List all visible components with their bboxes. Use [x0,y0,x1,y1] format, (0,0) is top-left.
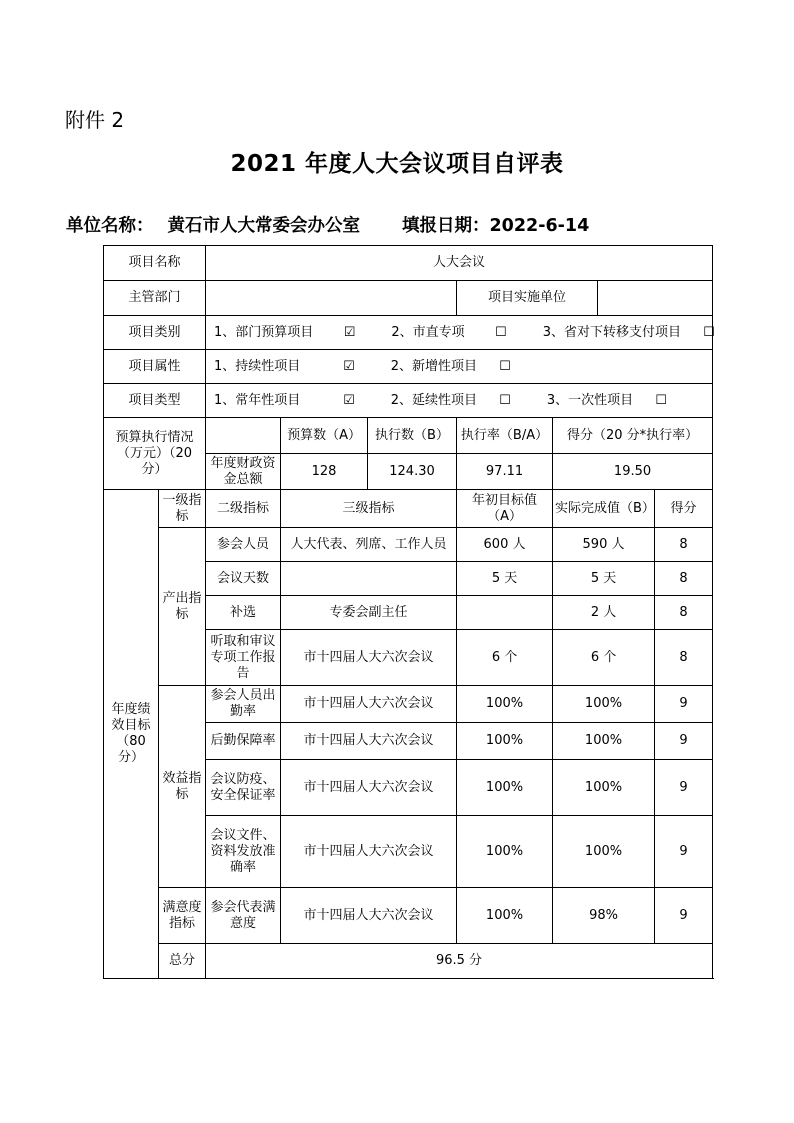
actual-cell: 590 人 [553,528,655,562]
score-cell: 8 [655,562,713,596]
dept-value [206,281,457,316]
unit-label: 单位名称： [66,216,154,236]
checkbox-empty-icon: ☐ [655,392,667,408]
output-indicator-group: 产出指标 [159,528,206,686]
level3-cell: 市十四届人大六次会议 [281,630,457,686]
budget-score-value: 19.50 [553,454,713,490]
score-cell: 8 [655,528,713,562]
level1-header: 一级指标 [159,490,206,528]
page-title: 2021 年度人大会议项目自评表 [230,151,564,177]
attribute-opt1: 1、持续性项目 ☑ [214,358,355,374]
level2-cell: 参会人员出勤率 [206,686,281,723]
level3-cell: 市十四届人大六次会议 [281,888,457,944]
actual-header: 实际完成值（B） [553,490,655,528]
level3-cell: 人大代表、列席、工作人员 [281,528,457,562]
category-label: 项目类别 [104,316,206,350]
budget-header-blank [206,418,281,454]
project-name-label: 项目名称 [104,246,206,281]
score-cell: 9 [655,686,713,723]
category-row [104,316,713,350]
budget-score-header: 得分（20 分*执行率） [553,418,713,454]
target-cell: 6 个 [457,630,553,686]
project-name-value: 人大会议 [206,246,713,281]
performance-header-row [104,490,713,528]
table-row [104,686,713,723]
checkbox-empty-icon: ☐ [499,392,511,408]
table-row [104,528,713,562]
level3-cell: 市十四届人大六次会议 [281,723,457,760]
actual-cell: 100% [553,760,655,816]
actual-cell: 6 个 [553,630,655,686]
date-value: 2022-6-14 [489,216,590,236]
score-cell: 9 [655,888,713,944]
level2-cell: 会议防疫、安全保证率 [206,760,281,816]
date-label: 填报日期： [402,216,490,236]
target-cell: 100% [457,888,553,944]
category-opt3: 3、省对下转移支付项目 ☐ [542,324,715,340]
level2-cell: 参会人员 [206,528,281,562]
fiscal-total-label: 年度财政资金总额 [206,454,281,490]
self-evaluation-table [103,245,713,979]
level2-header: 二级指标 [206,490,281,528]
level2-cell: 会议文件、资料发放准确率 [206,816,281,888]
level3-cell: 市十四届人大六次会议 [281,760,457,816]
dept-label: 主管部门 [104,281,206,316]
exec-header: 执行数（B） [368,418,457,454]
total-value: 96.5 分 [206,944,713,979]
budget-header-row [104,418,713,454]
actual-cell: 5 天 [553,562,655,596]
target-cell: 100% [457,760,553,816]
category-opt2: 2、市直专项 ☐ [391,324,507,340]
target-cell [457,596,553,630]
score-cell: 9 [655,816,713,888]
attribute-options [206,350,713,384]
satisfaction-indicator-group: 满意度指标 [159,888,206,944]
type-label: 项目类型 [104,384,206,418]
attribute-row [104,350,713,384]
type-opt3: 3、一次性项目 ☐ [546,392,667,408]
target-cell: 100% [457,723,553,760]
attachment-label: 附件 2 [65,108,125,132]
score-cell: 8 [655,630,713,686]
actual-cell: 2 人 [553,596,655,630]
target-cell: 5 天 [457,562,553,596]
score-cell: 9 [655,723,713,760]
type-opt2: 2、延续性项目 ☐ [390,392,511,408]
level3-cell [281,562,457,596]
type-options [206,384,713,418]
impl-unit-value [598,281,713,316]
level2-cell: 听取和审议专项工作报告 [206,630,281,686]
level2-cell: 后勤保障率 [206,723,281,760]
project-name-row [104,246,713,281]
category-opt1: 1、部门预算项目 ☑ [214,324,356,340]
checkbox-empty-icon: ☐ [495,324,507,340]
performance-label: 年度绩效目标（80 分） [104,490,159,979]
target-cell: 100% [457,816,553,888]
benefit-indicator-group: 效益指标 [159,686,206,888]
target-cell: 100% [457,686,553,723]
checkbox-checked-icon: ☑ [343,358,355,374]
impl-unit-label: 项目实施单位 [457,281,598,316]
checkbox-empty-icon: ☐ [499,358,511,374]
attribute-label: 项目属性 [104,350,206,384]
rate-header: 执行率（B/A） [457,418,553,454]
actual-cell: 100% [553,686,655,723]
dept-row [104,281,713,316]
level3-cell: 专委会副主任 [281,596,457,630]
level2-cell: 补选 [206,596,281,630]
unit-value: 黄石市人大常委会办公室 [167,216,360,236]
level3-cell: 市十四届人大六次会议 [281,816,457,888]
score-cell: 8 [655,596,713,630]
level2-cell: 参会代表满意度 [206,888,281,944]
report-meta [66,212,589,237]
checkbox-empty-icon: ☐ [703,324,715,340]
level3-header: 三级指标 [281,490,457,528]
total-row [104,944,713,979]
level3-cell: 市十四届人大六次会议 [281,686,457,723]
budget-value: 128 [281,454,368,490]
checkbox-checked-icon: ☑ [343,392,355,408]
target-cell: 600 人 [457,528,553,562]
type-opt1: 1、常年性项目 ☑ [214,392,355,408]
attribute-opt2: 2、新增性项目 ☐ [390,358,511,374]
actual-cell: 98% [553,888,655,944]
target-header: 年初目标值（A） [457,490,553,528]
score-cell: 9 [655,760,713,816]
total-label: 总分 [159,944,206,979]
table-row [104,888,713,944]
type-row [104,384,713,418]
budget-label: 预算执行情况（万元）（20 分） [104,418,206,490]
exec-value: 124.30 [368,454,457,490]
budget-header: 预算数（A） [281,418,368,454]
actual-cell: 100% [553,723,655,760]
level2-cell: 会议天数 [206,562,281,596]
actual-cell: 100% [553,816,655,888]
category-options [206,316,713,350]
rate-value: 97.11 [457,454,553,490]
score-header: 得分 [655,490,713,528]
checkbox-checked-icon: ☑ [343,324,356,340]
